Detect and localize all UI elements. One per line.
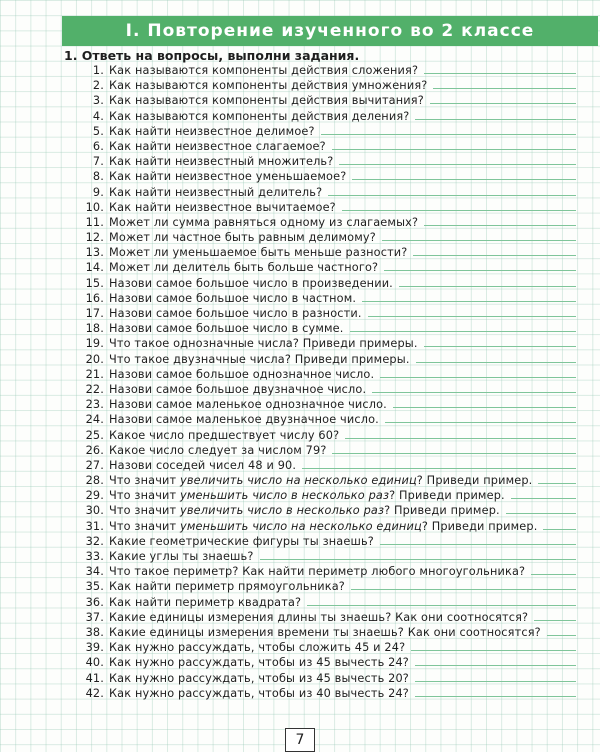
question-number: 12.	[85, 231, 104, 245]
question-text: Как найти неизвестный делитель?	[109, 185, 323, 199]
question-item	[78, 428, 578, 443]
question-item	[78, 352, 578, 367]
question-number: 38.	[85, 625, 104, 639]
question-number: 15.	[85, 276, 104, 290]
answer-line[interactable]	[380, 376, 576, 378]
question-text: Как найти периметр прямоугольника?	[109, 580, 345, 594]
answer-line[interactable]	[302, 467, 576, 469]
question-text: Как называются компоненты действия деления?	[109, 109, 410, 123]
question-text: Как нужно рассуждать, чтобы сложить 45 и 24?	[109, 641, 406, 655]
question-text: Что значит	[109, 519, 180, 533]
question-item	[78, 595, 578, 610]
answer-line[interactable]	[350, 330, 576, 332]
question-number: 5.	[92, 124, 104, 138]
question-text: Как нужно рассуждать, чтобы из 40 вычесть 24?	[109, 686, 409, 700]
question-text: Может ли сумма равняться одному из слагаемых?	[109, 215, 419, 229]
question-number: 40.	[85, 656, 104, 670]
question-text: Что такое периметр? Как найти периметр любого многоугольника?	[109, 565, 526, 579]
question-item	[78, 367, 578, 382]
question-item	[78, 63, 578, 78]
question-item	[78, 503, 578, 518]
answer-line[interactable]	[531, 573, 576, 575]
question-text: ? Приведи пример.	[384, 504, 500, 518]
question-item	[78, 245, 578, 260]
question-number: 25.	[85, 428, 104, 442]
question-item	[78, 169, 578, 184]
question-text: Назови соседей чисел 48 и 90.	[109, 458, 297, 472]
question-number: 42.	[85, 686, 104, 700]
answer-line[interactable]	[430, 102, 576, 104]
question-number: 13.	[85, 246, 104, 260]
question-item	[78, 276, 578, 291]
question-item	[78, 200, 578, 215]
question-number: 26.	[85, 443, 104, 457]
answer-line[interactable]	[415, 664, 576, 666]
question-number: 4.	[92, 109, 104, 123]
question-text: Как называются компоненты действия сложения?	[109, 64, 419, 77]
question-number: 35.	[85, 580, 104, 594]
question-number: 9.	[92, 185, 104, 199]
answer-line[interactable]	[345, 437, 576, 439]
question-text: Назови самое маленькое однозначное число.	[109, 398, 387, 412]
question-number: 27.	[85, 458, 104, 472]
question-number: 1.	[92, 64, 104, 77]
answer-line[interactable]	[368, 315, 576, 317]
answer-line[interactable]	[416, 361, 576, 363]
question-text: Какое число следует за числом 79?	[109, 443, 327, 457]
question-number: 8.	[92, 170, 104, 184]
question-text: Как называются компоненты действия умножения?	[109, 79, 428, 93]
answer-line[interactable]	[543, 528, 576, 530]
question-number: 23.	[85, 398, 104, 412]
question-emphasis: уменьшить число на несколько единиц	[179, 519, 422, 533]
answer-line[interactable]	[393, 406, 576, 408]
answer-line[interactable]	[307, 604, 576, 606]
question-text: Как нужно рассуждать, чтобы из 45 вычесть 24?	[109, 656, 409, 670]
question-text: Какие единицы измерения времени ты знаешь? Как они соотносятся?	[109, 625, 541, 639]
answer-line[interactable]	[413, 254, 576, 256]
question-number: 2.	[92, 79, 104, 93]
question-text: Что значит	[109, 489, 180, 503]
question-number: 34.	[85, 565, 104, 579]
question-number: 39.	[85, 641, 104, 655]
question-text: Может ли уменьшаемое быть меньше разности?	[109, 246, 408, 260]
question-number: 14.	[85, 261, 104, 275]
question-text: ? Приведи пример.	[389, 489, 505, 503]
question-item	[78, 78, 578, 93]
task-title: 1. Ответь на вопросы, выполни задания.	[64, 48, 360, 63]
question-item	[78, 473, 578, 488]
answer-line[interactable]	[424, 72, 576, 74]
question-number: 21.	[85, 367, 104, 381]
question-number: 3.	[92, 94, 104, 108]
question-text: ? Приведи пример.	[416, 474, 533, 488]
question-item	[78, 382, 578, 397]
answer-line[interactable]	[411, 649, 576, 651]
answer-line[interactable]	[547, 634, 576, 636]
answer-line[interactable]	[380, 543, 576, 545]
question-item	[78, 215, 578, 230]
question-item	[78, 564, 578, 579]
question-text: Что значит	[109, 474, 180, 488]
question-text: Может ли частное быть равным делимому?	[109, 231, 376, 245]
question-text: Как найти неизвестный множитель?	[109, 155, 334, 169]
question-text: Как называются компоненты действия вычитания?	[109, 94, 424, 108]
question-item	[78, 640, 578, 655]
question-item	[78, 397, 578, 412]
answer-line[interactable]	[332, 148, 576, 150]
question-item	[78, 260, 578, 275]
question-item	[78, 610, 578, 625]
answer-line[interactable]	[339, 163, 576, 165]
question-item	[78, 336, 578, 351]
question-text: Что такое двузначные числа? Приведи примеры.	[109, 352, 410, 366]
question-number: 29.	[85, 489, 104, 503]
question-text: Какие геометрические фигуры ты знаешь?	[109, 534, 374, 548]
answer-line[interactable]	[384, 269, 576, 271]
question-text: Может ли делитель быть больше частного?	[109, 261, 379, 275]
question-item	[78, 291, 578, 306]
question-text: Назови самое большое число в произведении.	[109, 276, 393, 290]
question-emphasis: увеличить число на несколько единиц	[179, 474, 417, 488]
question-number: 16.	[85, 291, 104, 305]
question-emphasis: уменьшить число в несколько раз	[179, 489, 390, 503]
question-number: 6.	[92, 139, 104, 153]
question-text: Как найти неизвестное слагаемое?	[109, 139, 326, 153]
question-text: Как нужно рассуждать, чтобы из 45 вычесть 20?	[109, 671, 409, 685]
answer-line[interactable]	[372, 391, 576, 393]
question-number: 17.	[85, 307, 104, 320]
question-text: Что такое однозначные числа? Приведи примеры.	[109, 337, 418, 351]
question-text: Какие углы ты знаешь?	[109, 550, 254, 563]
question-number: 19.	[85, 337, 104, 351]
answer-line[interactable]	[399, 285, 576, 287]
question-number: 30.	[85, 504, 104, 518]
question-number: 36.	[85, 595, 104, 609]
question-item	[78, 625, 578, 640]
question-text: ? Приведи пример.	[421, 519, 538, 533]
answer-line[interactable]	[362, 300, 576, 302]
answer-line[interactable]	[433, 87, 576, 89]
question-number: 20.	[85, 352, 104, 366]
question-number: 32.	[85, 534, 104, 548]
question-item	[78, 671, 578, 686]
page-number: 7	[285, 728, 315, 752]
answer-line[interactable]	[351, 588, 576, 590]
question-number: 18.	[85, 322, 104, 336]
question-item	[78, 549, 578, 564]
question-item	[78, 109, 578, 124]
answer-line[interactable]	[385, 421, 576, 423]
answer-line[interactable]	[382, 239, 576, 241]
question-emphasis: увеличить число в несколько раз	[179, 504, 385, 518]
question-item	[78, 154, 578, 169]
question-number: 41.	[85, 671, 104, 685]
question-item	[78, 321, 578, 336]
question-text: Назови самое большое двузначное число.	[109, 382, 367, 396]
question-text: Назови самое большое однозначное число.	[109, 367, 375, 381]
question-item	[78, 306, 578, 321]
question-text: Какое число предшествует числу 60?	[109, 428, 340, 442]
question-number: 33.	[85, 550, 104, 563]
answer-line[interactable]	[328, 194, 576, 196]
question-text: Назови самое большое число в сумме.	[109, 322, 344, 336]
answer-line[interactable]	[534, 619, 576, 621]
question-item	[78, 185, 578, 200]
question-text: Как найти неизвестное уменьшаемое?	[109, 170, 347, 184]
question-number: 22.	[85, 382, 104, 396]
question-text: Назови самое маленькое двузначное число.	[109, 413, 379, 427]
question-text: Как найти периметр квадрата?	[109, 595, 302, 609]
answer-line[interactable]	[424, 345, 576, 347]
question-item	[78, 458, 578, 473]
question-number: 24.	[85, 413, 104, 427]
answer-line[interactable]	[415, 695, 576, 697]
question-item	[78, 519, 578, 534]
question-item	[78, 443, 578, 458]
answer-line[interactable]	[352, 178, 576, 180]
question-item	[78, 579, 578, 594]
answer-line[interactable]	[511, 497, 576, 499]
question-item	[78, 412, 578, 427]
question-text: Какие единицы измерения длины ты знаешь? Как они соотносятся?	[109, 610, 529, 624]
question-text: Что значит	[109, 504, 180, 518]
section-title: I. Повторение изученного во 2 классе	[125, 21, 535, 41]
question-number: 10.	[85, 200, 104, 214]
question-item	[78, 655, 578, 670]
question-text: Как найти неизвестное делимое?	[109, 124, 315, 138]
answer-line[interactable]	[321, 133, 576, 135]
question-list	[78, 63, 578, 701]
question-item	[78, 488, 578, 503]
answer-line[interactable]	[415, 680, 576, 682]
answer-line[interactable]	[260, 558, 577, 560]
question-item	[78, 93, 578, 108]
question-item	[78, 230, 578, 245]
answer-line[interactable]	[332, 452, 576, 454]
question-item	[78, 686, 578, 701]
question-item	[78, 139, 578, 154]
section-header	[62, 16, 598, 46]
question-text: Назови самое большое число в частном.	[109, 291, 357, 305]
answer-line[interactable]	[415, 118, 576, 120]
question-item	[78, 534, 578, 549]
answer-line[interactable]	[506, 512, 576, 514]
question-number: 7.	[92, 155, 104, 169]
question-number: 37.	[85, 610, 104, 624]
answer-line[interactable]	[424, 224, 576, 226]
answer-line[interactable]	[342, 209, 576, 211]
question-text: Назови самое большое число в разности.	[109, 307, 362, 320]
answer-line[interactable]	[538, 482, 576, 484]
question-number: 11.	[85, 215, 104, 229]
question-text: Как найти неизвестное вычитаемое?	[109, 200, 336, 214]
question-number: 28.	[85, 474, 104, 488]
question-item	[78, 124, 578, 139]
question-number: 31.	[85, 519, 104, 533]
